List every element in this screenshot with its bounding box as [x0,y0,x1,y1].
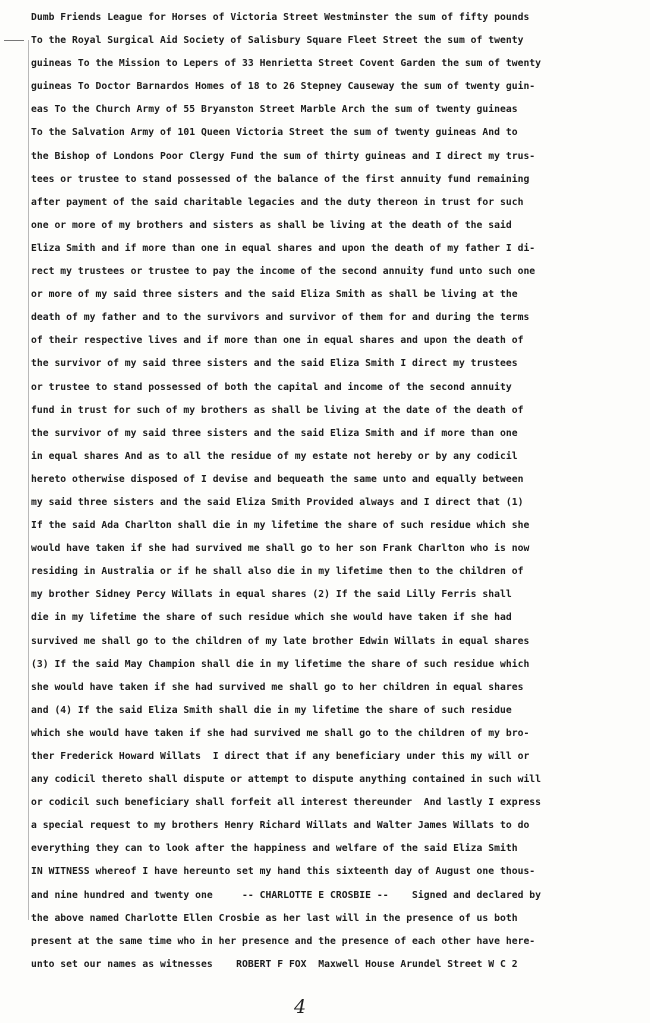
text-line: the Bishop of Londons Poor Clergy Fund the sum of thirty guineas and I direct my trus- [31,150,536,162]
text-line: and nine hundred and twenty one -- CHARLOTTE E CROSBIE -- Signed and declared by [31,889,542,901]
text-line: my said three sisters and the said Eliza Smith Provided always and I direct that (1) [31,496,524,508]
text-line: would have taken if she had survived me shall go to her son Frank Charlton who is now [31,543,530,555]
text-line: fund in trust for such of my brothers as shall be living at the date of the death of [31,404,524,416]
page-number: 4 [294,996,307,1018]
text-line: residing in Australia or if he shall also die in my lifetime then to the children of [31,566,524,578]
text-line: in equal shares And as to all the residue of my estate not hereby or by any codicil [31,450,518,462]
text-line: survived me shall go to the children of my late brother Edwin Willats in equal shares [31,635,530,647]
text-line: guineas To the Mission to Lepers of 33 Henrietta Street Covent Garden the sum of twenty [31,58,542,70]
text-line: Eliza Smith and if more than one in equal shares and upon the death of my father I di- [31,242,536,254]
text-line: rect my trustees or trustee to pay the income of the second annuity fund unto such one [31,266,536,278]
text-line: IN WITNESS whereof I have hereunto set my hand this sixteenth day of August one thous- [31,866,536,878]
text-line: one or more of my brothers and sisters as shall be living at the death of the said [31,219,512,231]
text-line: If the said Ada Charlton shall die in my lifetime the share of such residue which she [31,520,530,532]
text-line: unto set our names as witnesses ROBERT F FOX Maxwell House Arundel Street W C 2 [31,958,518,970]
text-line: after payment of the said charitable legacies and the duty thereon in trust for such [31,196,524,208]
text-line: a special request to my brothers Henry Richard Willats and Walter James Willats to do [31,820,530,832]
text-line: or codicil such beneficiary shall forfeit all interest thereunder And lastly I express [31,797,542,809]
text-line: which she would have taken if she had survived me shall go to the children of my bro- [31,727,530,739]
text-line: my brother Sidney Percy Willats in equal shares (2) If the said Lilly Ferris shall [31,589,512,601]
text-line: To the Salvation Army of 101 Queen Victoria Street the sum of twenty guineas And to [31,127,518,139]
text-line: she would have taken if she had survived me shall go to her children in equal shares [31,681,524,693]
text-line: eas To the Church Army of 55 Bryanston Street Marble Arch the sum of twenty guineas [31,104,518,116]
text-line: everything they can to look after the happiness and welfare of the said Eliza Smith [31,843,518,855]
will-text-body [31,6,631,976]
text-line: or trustee to stand possessed of both the capital and income of the second annuity [31,381,512,393]
text-line: hereto otherwise disposed of I devise and bequeath the same unto and equally between [31,473,524,485]
text-line: Dumb Friends League for Horses of Victoria Street Westminster the sum of fifty pounds [31,12,530,23]
margin-rule [28,40,29,920]
text-line: ther Frederick Howard Willats I direct that if any beneficiary under this my will or [31,751,530,762]
text-line: present at the same time who in her presence and the presence of each other have here- [31,935,536,947]
text-line: tees or trustee to stand possessed of the balance of the first annuity fund remaining [31,173,530,185]
text-line: or more of my said three sisters and the said Eliza Smith as shall be living at the [31,289,518,301]
text-line: die in my lifetime the share of such residue which she would have taken if she had [31,612,512,624]
margin-tick-mark [4,40,24,41]
text-line: of their respective lives and if more than one in equal shares and upon the death of [31,335,524,347]
text-line: the survivor of my said three sisters and the said Eliza Smith and if more than one [31,427,518,439]
text-line: and (4) If the said Eliza Smith shall die in my lifetime the share of such residue [31,704,512,716]
text-line: any codicil thereto shall dispute or attempt to dispute anything contained in such will [31,774,542,786]
text-line: To the Royal Surgical Aid Society of Salisbury Square Fleet Street the sum of twenty [31,35,524,47]
text-line: death of my father and to the survivors and survivor of them for and during the terms [31,312,530,324]
text-line: the above named Charlotte Ellen Crosbie as her last will in the presence of us both [31,912,518,924]
text-line: guineas To Doctor Barnardos Homes of 18 to 26 Stepney Causeway the sum of twenty guin- [31,81,536,93]
text-line: the survivor of my said three sisters and the said Eliza Smith I direct my trustees [31,358,518,370]
text-line: (3) If the said May Champion shall die in my lifetime the share of such residue which [31,658,530,670]
